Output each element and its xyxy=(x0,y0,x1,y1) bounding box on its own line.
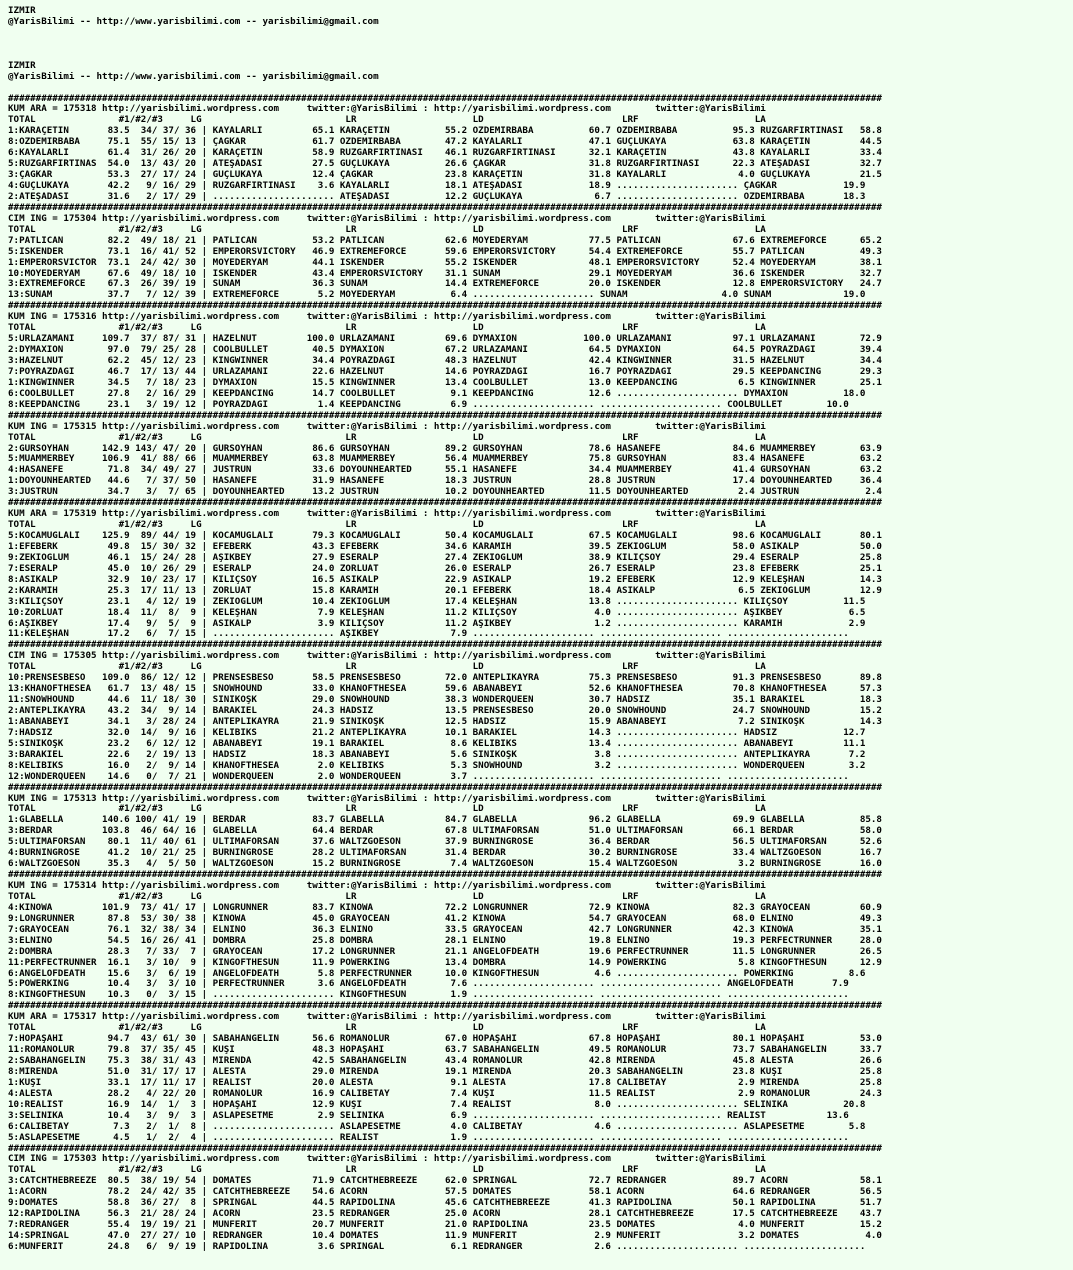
table-row: 3:ÇAĞKAR 53.3 27/ 17/ 24 | GÜÇLUKAYA 12.4 ÇAĞKAR 23.8 KARAÇETİN 31.8 KAYALARLI 4.0 GÜÇLUKAYA 21.5 xyxy=(8,170,882,181)
race-header: KUM ARA = 175318 http://yarisbilimi.wordpress.com twitter:@YarisBilimi : http://yarisbilimi.wordpress.com twitter:@YarisBilimi xyxy=(8,104,766,115)
blank-line xyxy=(8,39,1073,50)
table-row: 11:SNOWHOUND 44.6 11/ 18/ 30 | SİNİKÖŞK 29.0 SNOWHOUND 38.3 WONDERQUEEN 30.7 HADSIZ 35.1 BARAKIEL 18.3 xyxy=(8,695,882,706)
table-row: 4:ALESTA 28.2 4/ 22/ 20 | ROMANOLUR 16.9 CALİBETAY 7.4 KUŞİ 11.5 REALİST 2.9 ROMANOLUR 24.3 xyxy=(8,1088,882,1099)
section-divider: ############################################################################################################################################################## xyxy=(8,410,882,421)
table-row: 5:RUZGARFIRTINAS 54.0 13/ 43/ 20 | ATEŞADASI 27.5 GÜÇLUKAYA 26.6 ÇAĞKAR 31.8 RUZGARFIRTINASI 22.3 ATEŞADASI 32.7 xyxy=(8,159,882,170)
race-header: KUM ARA = 175319 http://yarisbilimi.wordpress.com twitter:@YarisBilimi : http://yarisbilimi.wordpress.com twitter:@YarisBilimi xyxy=(8,509,766,520)
table-row: 9:LONGRUNNER 87.8 53/ 30/ 38 | KINOWA 45.0 GRAYOCEAN 41.2 KINOWA 54.7 GRAYOCEAN 68.0 ELNINO 49.3 xyxy=(8,913,882,924)
table-row: 4:GÜÇLUKAYA 42.2 9/ 16/ 29 | RUZGARFIRTINASI 3.6 KAYALARLI 18.1 ATEŞADASI 18.9 ...................... ÇAĞKAR 19.9 xyxy=(8,181,866,191)
table-row: 5:MUAMMERBEY 106.9 41/ 88/ 66 | MUAMMERBEY 63.8 MUAMMERBEY 56.4 MUAMMERBEY 75.8 GURSOYHAN 83.4 HASANEFE 63.2 xyxy=(8,454,882,465)
section-divider: ############################################################################################################################################################## xyxy=(8,870,882,881)
table-row: 1:EFEBERK 49.8 15/ 30/ 32 | EFEBERK 43.3 EFEBERK 34.6 KARAMIH 39.5 ZEKİOGLUM 58.0 ASİKALP 50.0 xyxy=(8,541,882,552)
table-row: 6:CALİBETAY 7.3 2/ 1/ 8 | ...................... ASLAPESETME 4.0 CALİBETAY 4.6 ...................... ASLAPESETME 5.8 xyxy=(8,1121,866,1132)
table-row: 2:DYMAXION 97.0 79/ 25/ 28 | COOLBULLET 40.5 DYMAXION 67.2 URLAZAMANI 64.5 DYMAXION 64.5 POYRAZDAĞI 39.4 xyxy=(8,345,882,356)
race-header: KUM ING = 175315 http://yarisbilimi.wordpress.com twitter:@YarisBilimi : http://yarisbilimi.wordpress.com twitter:@YarisBilimi xyxy=(8,421,766,432)
table-row: 5:POWERKING 10.4 3/ 3/ 10 | PERFECTRUNNER 3.6 ANGELOFDEATH 7.6 ...................... ...................... ANGELOFDEATH 7.9 xyxy=(8,979,849,990)
table-row: 7:ESERALP 45.0 10/ 26/ 29 | ESERALP 24.0 ZORLUAT 26.0 ESERALP 26.7 ESERALP 23.8 EFEBERK 25.1 xyxy=(8,563,882,574)
table-row: 8:KINGOFTHESUN 10.3 0/ 3/ 15 | ...................... KINGOFTHESUN 1.9 ...................... ...................... ...................... xyxy=(8,990,849,1001)
text-line: IZMIR xyxy=(8,6,36,16)
race-header: KUM ARA = 175317 http://yarisbilimi.wordpress.com twitter:@YarisBilimi : http://yarisbilimi.wordpress.com twitter:@YarisBilimi xyxy=(8,1012,766,1023)
table-row: 4:BURNINGROSE 41.2 10/ 21/ 25 | BURNINGROSE 28.2 ULTIMAFORSAN 31.4 BERDAR 30.2 BURNINGROSE 33.4 WALTZGOESON 16.7 xyxy=(8,848,882,859)
column-header: TOTAL #1/#2/#3 LG LR LD LRF LA xyxy=(8,323,766,334)
table-row: 6:ANGELOFDEATH 15.6 3/ 6/ 19 | ANGELOFDEATH 5.8 PERFECTRUNNER 10.0 KINGOFTHESUN 4.6 ...................... POWERKING 8.6 xyxy=(8,968,866,979)
table-row: 7:HOPAŞAHI 94.7 43/ 61/ 30 | SABAHANGELİN 56.6 ROMANOLUR 67.0 HOPAŞAHI 67.8 HOPAŞAHI 80.1 HOPAŞAHI 53.0 xyxy=(8,1034,882,1045)
table-row: 4:HASANEFE 71.8 34/ 49/ 27 | JUSTRUN 33.6 DOYOUNHEARTED 55.1 HASANEFE 34.4 MUAMMERBEY 41.4 GURSOYHAN 63.2 xyxy=(8,465,882,476)
text-line: @YarisBilimi -- http://www.yarisbilimi.com -- yarisbilimi@gmail.com xyxy=(8,71,379,82)
table-row: 8:ÖZDEMİRBABA 75.1 55/ 15/ 13 | ÇAĞKAR 61.7 ÖZDEMİRBABA 47.2 KAYALARLI 47.1 GÜÇLUKAYA 63.8 KARAÇETİN 44.5 xyxy=(8,137,882,148)
table-row: 6:COOLBULLET 27.8 2/ 16/ 29 | KEEPDANCING 14.7 COOLBULLET 9.1 KEEPDANCING 12.6 ...................... DYMAXION 18.0 xyxy=(8,388,866,399)
table-row: 7:GRAYOCEAN 76.1 32/ 38/ 34 | ELNINO 36.3 ELNINO 33.5 GRAYOCEAN 42.7 LONGRUNNER 42.3 KINOWA 35.1 xyxy=(8,924,882,935)
table-row: 1:KINGWINNER 34.5 7/ 18/ 23 | DYMAXION 15.5 KINGWINNER 13.4 COOLBULLET 13.0 KEEPDANCING 6.5 KINGWINNER 25.1 xyxy=(8,377,882,388)
table-row: 4:KINOWA 101.9 73/ 41/ 17 | LONGRUNNER 83.7 KINOWA 72.2 LONGRUNNER 72.9 KINOWA 82.3 GRAYOCEAN 60.9 xyxy=(8,902,882,913)
table-row: 1:DOYOUNHEARTED 44.6 7/ 37/ 50 | HASANEFE 31.9 HASANEFE 18.3 JUSTRUN 28.8 JUSTRUN 17.4 DOYOUNHEARTED 36.4 xyxy=(8,476,882,487)
column-header: TOTAL #1/#2/#3 LG LR LD LRF LA xyxy=(8,1165,766,1176)
column-header: TOTAL #1/#2/#3 LG LR LD LRF LA xyxy=(8,520,766,531)
table-row: 1:ABANABEYİ 34.1 3/ 28/ 24 | ANTEPLİKAYRA 21.9 SİNİKÖŞK 12.5 HADSIZ 15.9 ABANABEYİ 7.2 SİNİKÖŞK 14.3 xyxy=(8,716,882,727)
table-row: 9:ZEKİOGLUM 46.1 15/ 24/ 28 | AŞIKBEY 27.9 ESERALP 27.4 ZEKİOGLUM 38.9 KILIÇSOY 29.4 ESERALP 25.8 xyxy=(8,552,882,563)
table-row: 8:ASİKALP 32.9 10/ 23/ 17 | KILIÇSOY 16.5 ASİKALP 22.9 ASİKALP 19.2 EFEBERK 12.9 KELEŞHAN 14.3 xyxy=(8,574,882,585)
column-header: TOTAL #1/#2/#3 LG LR LD LRF LA xyxy=(8,1023,766,1034)
text-line: IZMIR xyxy=(8,60,36,71)
section-divider: ############################################################################################################################################################## xyxy=(8,498,882,509)
table-row: 8:KEEPDANCING 23.1 3/ 19/ 12 | POYRAZDAĞI 1.4 KEEPDANCING 6.9 ...................... ...................... COOLBULLET 10.0 xyxy=(8,399,849,410)
table-row: 5:KOCAMUĞLALI 125.9 89/ 44/ 19 | KOCAMUĞLALI 79.3 KOCAMUĞLALI 50.4 KOCAMUĞLALI 67.5 KOCAMUĞLALI 98.6 KOCAMUĞLALI 80.1 xyxy=(8,531,882,541)
table-row: 9:DOMATES 58.8 36/ 27/ 8 | SPRINGAL 44.5 RAPIDOLINA 45.6 CATCHTHEBREEZE 41.3 RAPIDOLINA 50.1 RAPIDOLINA 51.7 xyxy=(8,1198,882,1209)
table-row: 3:HAZELNUT 62.2 45/ 12/ 23 | KINGWINNER 34.4 POYRAZDAĞI 48.3 HAZELNUT 42.4 KINGWINNER 31.5 HAZELNUT 34.4 xyxy=(8,356,882,366)
table-row: 8:MİRENDA 51.0 31/ 17/ 17 | ALESTA 29.0 MİRENDA 19.1 MİRENDA 20.3 SABAHANGELİN 23.8 KUŞİ 25.8 xyxy=(8,1066,882,1077)
table-row: 5:ISKENDER 73.1 16/ 41/ 52 | EMPERORSVICTORY 46.9 EXTREMEFORCE 59.6 EMPERORSVICTORY 54.4 EXTREMEFORCE 55.7 PATLICAN 49.3 xyxy=(8,246,882,257)
section-divider: ############################################################################################################################################################## xyxy=(8,782,882,793)
blank-line xyxy=(8,28,1073,39)
table-row: 1:KUŞİ 33.1 17/ 11/ 17 | REALİST 20.0 ALESTA 9.1 ALESTA 17.8 CALİBETAY 2.9 MİRENDA 25.8 xyxy=(8,1077,882,1088)
table-row: 10:MOYEDERYAM 67.6 49/ 18/ 10 | ISKENDER 43.4 EMPERORSVICTORY 31.1 SUNAM 29.1 MOYEDERYAM 36.6 ISKENDER 32.7 xyxy=(8,268,882,279)
column-header: TOTAL #1/#2/#3 LG LR LD LRF LA xyxy=(8,804,766,815)
section-divider: ############################################################################################################################################################## xyxy=(8,202,882,213)
section-divider: ############################################################################################################################################################## xyxy=(8,93,882,104)
section-divider: ############################################################################################################################################################## xyxy=(8,301,882,312)
race-header: KUM ING = 175314 http://yarisbilimi.wordpress.com twitter:@YarisBilimi : http://yarisbilimi.wordpress.com twitter:@YarisBilimi xyxy=(8,881,766,891)
table-row: 10:REALİST 16.9 14/ 1/ 3 | HOPAŞAHI 12.9 KUŞİ 7.4 REALİST 8.0 ...................... SELİNİKA 20.8 xyxy=(8,1099,866,1110)
table-row: 3:BARAKIEL 22.6 2/ 19/ 13 | HADSIZ 18.3 ABANABEYİ 5.6 SİNİKÖŞK 3.8 ...................... ANTEPLİKAYRA 7.2 xyxy=(8,749,866,760)
table-row: 5:URLAZAMANI 109.7 37/ 87/ 31 | HAZELNUT 100.0 URLAZAMANI 69.6 DYMAXION 100.0 URLAZAMANI 97.1 URLAZAMANI 72.9 xyxy=(8,334,882,345)
race-header: CIM ING = 175304 http://yarisbilimi.wordpress.com twitter:@YarisBilimi : http://yarisbilimi.wordpress.com twitter:@YarisBilimi xyxy=(8,213,766,224)
table-row: 12:RAPIDOLINA 56.3 21/ 28/ 24 | ACORN 23.5 REDRANGER 25.0 ACORN 28.1 CATCHTHEBREEZE 17.5 CATCHTHEBREEZE 43.7 xyxy=(8,1209,882,1220)
table-row: 11:ROMANOLUR 79.8 37/ 35/ 45 | KUŞİ 48.3 HOPAŞAHI 63.7 SABAHANGELİN 49.5 ROMANOLUR 73.7 SABAHANGELİN 33.7 xyxy=(8,1045,882,1056)
section-divider: ############################################################################################################################################################## xyxy=(8,1143,882,1154)
table-row: 3:SELİNİKA 10.4 3/ 9/ 3 | ASLAPESETME 2.9 SELİNİKA 6.9 ...................... ...................... REALİST 13.6 xyxy=(8,1110,849,1121)
table-row: 5:SİNİKÖŞK 23.2 6/ 12/ 12 | ABANABEYİ 19.1 BARAKIEL 8.6 KELİBİKS 13.4 ...................... ABANABEYİ 11.1 xyxy=(8,738,866,749)
table-row: 3:EXTREMEFORCE 67.3 26/ 39/ 19 | SUNAM 36.3 SUNAM 14.4 EXTREMEFORCE 20.0 ISKENDER 12.8 EMPERORSVICTORY 24.7 xyxy=(8,279,882,290)
column-header: TOTAL #1/#2/#3 LG LR LD LRF LA xyxy=(8,891,766,902)
table-row: 3:KILIÇSOY 23.1 4/ 12/ 19 | ZEKİOGLUM 10.4 ZEKİOGLUM 17.4 KELEŞHAN 13.8 ...................... KILIÇSOY 11.5 xyxy=(8,596,866,607)
table-row: 6:KAYALARLI 61.4 31/ 26/ 20 | KARAÇETİN 58.9 RUZGARFIRTINASI 46.1 RUZGARFIRTINASI 32.1 KARAÇETİN 43.8 KAYALARLI 33.4 xyxy=(8,148,882,159)
column-header: TOTAL #1/#2/#3 LG LR LD LRF LA xyxy=(8,662,766,673)
race-header: CIM ING = 175303 http://yarisbilimi.wordpress.com twitter:@YarisBilimi : http://yarisbilimi.wordpress.com twitter:@YarisBilimi xyxy=(8,1154,766,1165)
table-row: 1:KARAÇETİN 83.5 34/ 37/ 36 | KAYALARLI 65.1 KARAÇETİN 55.2 ÖZDEMİRBABA 60.7 ÖZDEMİRBABA 95.3 RUZGARFIRTINASI 58.8 xyxy=(8,126,882,137)
table-row: 1:ACORN 78.2 24/ 42/ 35 | CATCHTHEBREEZE 54.6 ACORN 57.5 DOMATES 58.1 ACORN 64.6 REDRANGER 56.5 xyxy=(8,1187,882,1198)
table-row: 7:HADSIZ 32.0 14/ 9/ 16 | KELİBİKS 21.2 ANTEPLİKAYRA 10.1 BARAKIEL 14.3 ...................... HADSIZ 12.7 xyxy=(8,727,866,738)
blank-line xyxy=(8,50,1073,61)
race-header: KUM ING = 175313 http://yarisbilimi.wordpress.com twitter:@YarisBilimi : http://yarisbilimi.wordpress.com twitter:@YarisBilimi xyxy=(8,793,766,804)
column-header: TOTAL #1/#2/#3 LG LR LD LRF LA xyxy=(8,115,766,126)
table-row: 10:ZORLUAT 18.4 11/ 8/ 9 | KELEŞHAN 7.9 KELEŞHAN 11.2 KILIÇSOY 4.0 ...................... AŞIKBEY 6.5 xyxy=(8,607,866,618)
table-row: 14:SPRINGAL 47.0 27/ 27/ 10 | REDRANGER 10.4 DOMATES 11.9 MUNFERİT 2.9 MUNFERİT 3.2 DOMATES 4.0 xyxy=(8,1231,882,1241)
table-row: 3:BERDAR 103.8 46/ 64/ 16 | GLABELLA 64.4 BERDAR 67.8 ULTIMAFORSAN 51.0 ULTIMAFORSAN 66.1 BERDAR 58.0 xyxy=(8,826,882,837)
table-row: 2:KARAMIH 25.3 17/ 11/ 13 | ZORLUAT 15.8 KARAMIH 20.1 EFEBERK 18.4 ASİKALP 6.5 ZEKİOGLUM 12.9 xyxy=(8,585,882,596)
table-row: 10:PRENSESBESO 109.0 86/ 12/ 12 | PRENSESBESO 58.5 PRENSESBESO 72.0 ANTEPLİKAYRA 75.3 PRENSESBESO 91.3 PRENSESBESO 89.8 xyxy=(8,673,882,684)
table-row: 3:ELNINO 54.5 16/ 26/ 41 | DOMBRA 25.8 DOMBRA 28.1 ELNINO 19.8 ELNINO 19.3 PERFECTRUNNER 28.0 xyxy=(8,935,882,946)
table-row: 6:WALTZGOESON 35.3 4/ 5/ 50 | WALTZGOESON 15.2 BURNINGROSE 7.4 WALTZGOESON 15.4 WALTZGOESON 3.2 BURNINGROSE 16.0 xyxy=(8,859,882,870)
table-row: 7:PATLICAN 82.2 49/ 18/ 21 | PATLICAN 53.2 PATLICAN 62.6 MOYEDERYAM 77.5 PATLICAN 67.6 EXTREMEFORCE 65.2 xyxy=(8,235,882,246)
table-row: 2:ANTEPLİKAYRA 43.2 34/ 9/ 14 | BARAKIEL 24.3 HADSIZ 13.5 PRENSESBESO 20.0 SNOWHOUND 24.7 SNOWHOUND 15.2 xyxy=(8,706,882,716)
table-row: 2:SABAHANGELİN 75.3 38/ 31/ 43 | MİRENDA 42.5 SABAHANGELİN 43.4 ROMANOLUR 42.8 MİRENDA 45.8 ALESTA 26.6 xyxy=(8,1056,882,1066)
table-row: 6:MUNFERİT 24.8 6/ 9/ 19 | RAPIDOLINA 3.6 SPRINGAL 6.1 REDRANGER 2.6 ...................... ...................... xyxy=(8,1241,866,1252)
table-row: 1:GLABELLA 140.6 100/ 41/ 19 | BERDAR 83.7 GLABELLA 84.7 GLABELLA 96.2 GLABELLA 69.9 GLABELLA 85.8 xyxy=(8,815,882,826)
race-header: KUM ING = 175316 http://yarisbilimi.wordpress.com twitter:@YarisBilimi : http://yarisbilimi.wordpress.com twitter:@YarisBilimi xyxy=(8,312,766,323)
table-row: 12:WONDERQUEEN 14.6 0/ 7/ 21 | WONDERQUEEN 2.0 WONDERQUEEN 3.7 ...................... ...................... ...................... xyxy=(8,771,849,782)
column-header: TOTAL #1/#2/#3 LG LR LD LRF LA xyxy=(8,224,766,235)
column-header: TOTAL #1/#2/#3 LG LR LD LRF LA xyxy=(8,432,766,443)
text-line: @YarisBilimi -- http://www.yarisbilimi.com -- yarisbilimi@gmail.com xyxy=(8,16,379,27)
table-row: 5:ASLAPESETME 4.5 1/ 2/ 4 | ...................... REALİST 1.9 ...................... ...................... ...................... xyxy=(8,1132,849,1143)
table-row: 2:ATEŞADASI 31.6 2/ 17/ 29 | ...................... ATEŞADASI 12.2 GÜÇLUKAYA 6.7 ...................... ÖZDEMİRBABA 18.3 xyxy=(8,191,866,202)
section-divider: ############################################################################################################################################################## xyxy=(8,1001,882,1012)
table-row: 3:JUSTRUN 34.7 3/ 7/ 65 | DOYOUNHEARTED 13.2 JUSTRUN 10.2 DOYOUNHEARTED 11.5 DOYOUNHEARTED 2.4 JUSTRUN 2.4 xyxy=(8,487,882,498)
section-divider: ############################################################################################################################################################## xyxy=(8,640,882,651)
table-row: 2:DOMBRA 28.3 7/ 33/ 7 | GRAYOCEAN 17.2 LONGRUNNER 21.1 ANGELOFDEATH 19.6 PERFECTRUNNER 11.5 LONGRUNNER 26.5 xyxy=(8,946,882,957)
table-row: 8:KELİBİKS 16.0 2/ 9/ 14 | KHANOFTHESEA 2.0 KELİBİKS 5.3 SNOWHOUND 3.2 ...................... WONDERQUEEN 3.2 xyxy=(8,760,866,771)
table-row: 3:CATCHTHEBREEZE 80.5 38/ 19/ 54 | DOMATES 71.9 CATCHTHEBREEZE 62.0 SPRINGAL 72.7 REDRANGER 89.7 ACORN 58.1 xyxy=(8,1176,882,1187)
table-row: 6:AŞIKBEY 17.4 9/ 5/ 9 | ASİKALP 3.9 KILIÇSOY 11.2 AŞIKBEY 1.2 ...................... KARAMIH 2.9 xyxy=(8,618,866,629)
blank-line xyxy=(8,83,1073,94)
race-header: CIM ING = 175305 http://yarisbilimi.wordpress.com twitter:@YarisBilimi : http://yarisbilimi.wordpress.com twitter:@YarisBilimi xyxy=(8,651,766,662)
table-row: 11:KELEŞHAN 17.2 6/ 7/ 15 | ...................... AŞIKBEY 7.9 ...................... ...................... ...................... xyxy=(8,629,849,640)
table-row: 5:ULTIMAFORSAN 80.1 11/ 40/ 61 | ULTIMAFORSAN 37.6 WALTZGOESON 37.9 BURNINGROSE 36.4 BERDAR 56.5 ULTIMAFORSAN 52.6 xyxy=(8,837,882,848)
table-row: 13:KHANOFTHESEA 61.7 13/ 48/ 15 | SNOWHOUND 33.0 KHANOFTHESEA 59.6 ABANABEYİ 52.6 KHANOFTHESEA 70.8 KHANOFTHESEA 57.3 xyxy=(8,684,882,695)
table-row: 2:GURSOYHAN 142.9 143/ 47/ 20 | GURSOYHAN 86.6 GURSOYHAN 89.2 GURSOYHAN 78.6 HASANEFE 84.6 MUAMMERBEY 63.9 xyxy=(8,443,882,454)
table-row: 1:EMPERORSVICTOR 73.1 24/ 42/ 30 | MOYEDERYAM 44.1 ISKENDER 55.2 ISKENDER 48.1 EMPERORSVICTORY 52.4 MOYEDERYAM 38.1 xyxy=(8,257,882,268)
table-row: 13:SUNAM 37.7 7/ 12/ 39 | EXTREMEFORCE 5.2 MOYEDERYAM 6.4 ...................... SUNAM 4.0 SUNAM 19.0 xyxy=(8,290,866,301)
table-row: 11:PERFECTRUNNER 16.1 3/ 10/ 9 | KINGOFTHESUN 11.9 POWERKING 13.4 DOMBRA 14.9 POWERKING 5.8 KINGOFTHESUN 12.9 xyxy=(8,957,882,968)
table-row: 7:REDRANGER 55.4 19/ 19/ 21 | MUNFERİT 20.7 MUNFERİT 21.0 RAPIDOLINA 23.5 DOMATES 4.0 MUNFERİT 15.2 xyxy=(8,1220,882,1231)
table-row: 7:POYRAZDAĞI 46.7 17/ 13/ 44 | URLAZAMANI 22.6 HAZELNUT 14.6 POYRAZDAĞI 16.7 POYRAZDAĞI 29.5 KEEPDANCING 29.3 xyxy=(8,366,882,377)
